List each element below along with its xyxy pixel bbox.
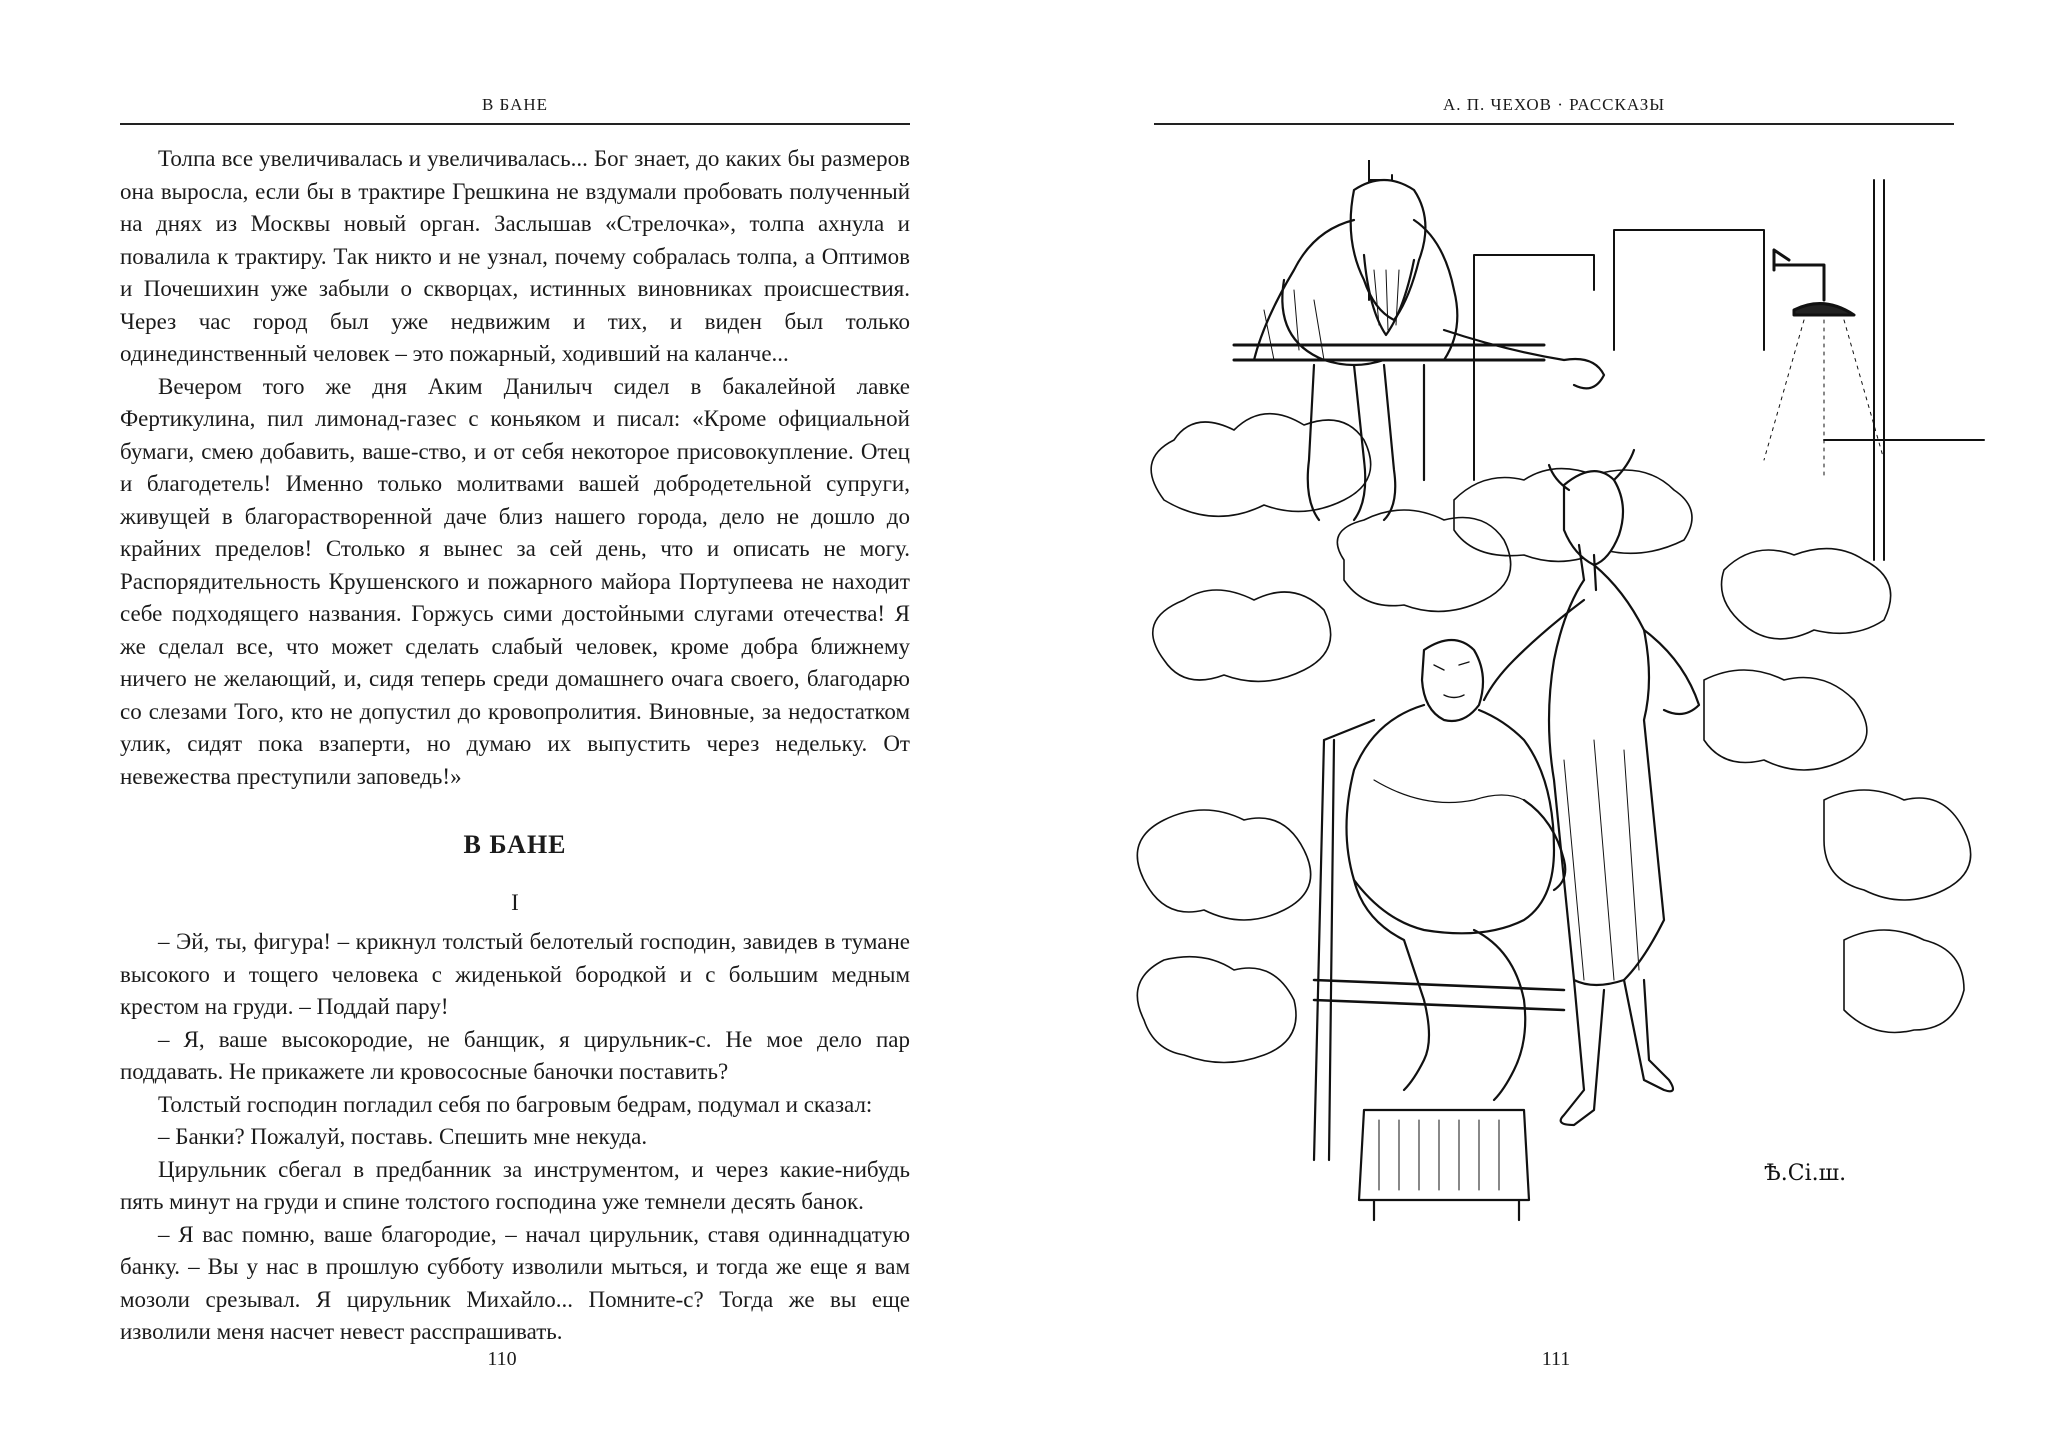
paragraph: – Я, ваше высокородие, не банщик, я цирульник-с. Не мое дело пар поддавать. Не прикажете ли кровососные баночки поставить? [120, 1026, 910, 1084]
running-head-left: В БАНЕ [120, 95, 910, 125]
page-number-right: 111 [1541, 1348, 1571, 1370]
chapter-number: I [511, 890, 519, 915]
paragraph: – Я вас помню, ваше благородие, – начал цирульник, ставя одиннадцатую банку. – Вы у нас в прошлую субботу изволили мыться, и тогда же еще я вам мозоли срезывал. Я цирульник Михайло... Помните-с? Тогда же вы еще изволили меня насчет невест расспрашивать. [120, 1221, 910, 1344]
illustration-signature: Ѣ.Сі.ш. [1764, 1161, 1847, 1186]
barber-figure [1484, 450, 1699, 1125]
paragraph: Толстый господин погладил себя по багровым бедрам, подумал и сказал: [158, 1091, 873, 1117]
steam-clouds [1137, 414, 1970, 1063]
body-text-continuation [120, 143, 910, 793]
right-page [1024, 0, 2048, 1446]
paragraph: Вечером того же дня Аким Данилыч сидел в бакалейной лавке Фертикулина, пил лимонад-газес с коньяком и писал: «Кроме официальной бумаги, смею добавить, ваше-ство, и от себя некоторое присовокупление. Отец и благодетель! Именно только молитвами вашей добродетельной супруги, живущей в благорастворенной даче близ нашего города, дело не дошло до крайних пределов! Столько я вынес за сей день, что и описать не могу. Распорядительность Крушенского и пожарного майора Портупеева не находит себе подходящего названия. Горжусь сими достойными слугами отечества! Я же сделал все, что может сделать слабый человек, кроме добра ближнему ничего не желающий, и, сидя теперь среди домашнего очага своего, благодарю со слезами Того, кто не допустил до кровопролития. Виновные, за недостатком улик, сидят пока взаперти, но думаю их выпустить через недельку. От невежества преступили заповедь!» [120, 373, 910, 789]
bathhouse-illustration [1124, 160, 2004, 1250]
running-head-right: А. П. ЧЕХОВ · РАССКАЗЫ [1154, 95, 1954, 125]
body-text-chapter [120, 926, 910, 1349]
gentleman-figure [1314, 640, 1565, 1220]
chapter-title: В БАНЕ [463, 830, 567, 859]
shower-fixture [1764, 250, 1884, 480]
paragraph: – Эй, ты, фигура! – крикнул толстый белотелый господин, завидев в тумане высокого и тощего человека с жиденькой бородкой и с большим медным крестом на груди. – Поддай пару! [120, 929, 910, 1019]
page-number-left: 110 [487, 1348, 517, 1370]
paragraph: – Банки? Пожалуй, поставь. Спешить мне некуда. [158, 1124, 648, 1149]
paragraph: Цирульник сбегал в предбанник за инструментом, и через какие-нибудь пять минут на груди и спине толстого господина уже темнели десять банок. [120, 1156, 910, 1214]
paragraph: Толпа все увеличивалась и увеличивалась... Бог знает, до каких бы размеров она выросла, если бы в трактире Грешкина не вздумали пробовать полученный на днях из Москвы новый орган. Заслышав «Стрелочка», толпа ахнула и повалила к трактиру. Так никто и не узнал, почему собралась толпа, а Оптимов и Почешихин уже забыли о скворцах, истинных виновниках происшествия. Через час город был уже недвижим и тих, и виден был только одинединственный человек – это пожарный, ходивший на каланче... [120, 146, 910, 366]
